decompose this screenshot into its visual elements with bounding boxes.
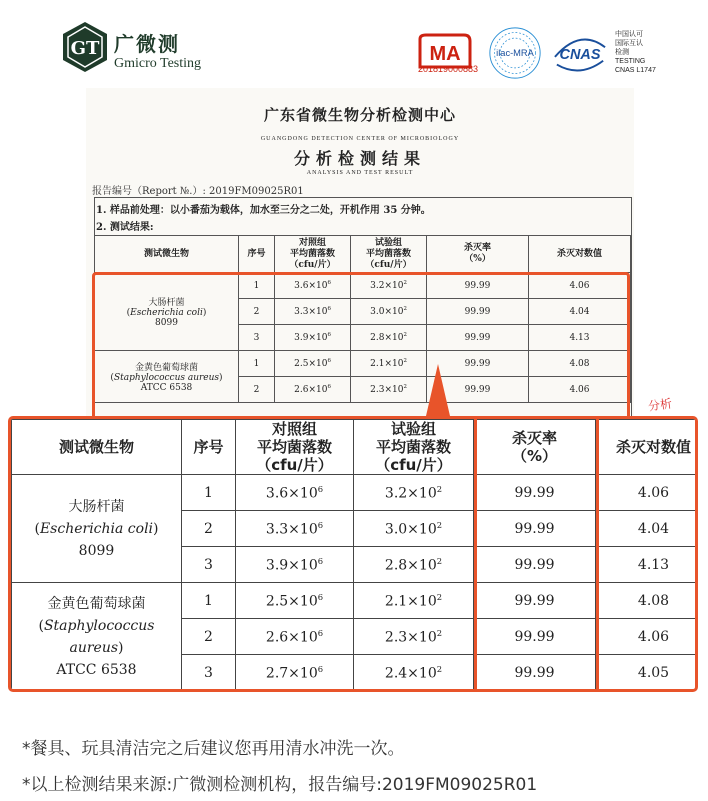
table-row: 3 $3.9\times 10^6$ $2.8\times 10^2$ 99.99 4.13 [95,325,631,351]
header-organism: 测试微生物 [12,420,182,475]
highlight-frame-small [92,272,630,426]
organism-cell: 金黄色葡萄球菌 (Staphylococcus aureus) ATCC 6538 [12,583,182,691]
brand-name-cn: 广微测 [114,32,180,56]
table-row: 大肠杆菌 (Escherichia coli) 8099 1 $3.6\times 10^6$ $3.2\times 10^2$ 99.99 4.06 [12,475,699,511]
ilac-mra-icon [486,26,544,80]
zoomed-results-panel [8,416,698,692]
svg-text:GT: GT [70,38,100,59]
organism-cell: 金黄色葡萄球菌 (Staphylococcus aureus) ATCC 6538 [95,351,239,403]
zoomed-results-table [11,419,698,691]
table-row: 2 $3.3\times 10^6$ $3.0\times 10^2$ 99.99 4.04 [95,299,631,325]
highlight-column-divider [474,419,477,689]
gt-logo-icon [60,20,110,74]
red-stamp-mark: 分析 [647,396,673,414]
pretreatment-note: 1. 样品前处理：以小番茄为载体，加水至三分之二处，开机作用 35 分钟。 [96,205,431,216]
cnas-side-text: 中国认可 国际互认 检测 TESTING CNAS L1747 [615,31,656,74]
table-row: 金黄色葡萄球菌 (Staphylococcus aureus) ATCC 6538 1 $2.5\times 10^6$ $2.1\times 10^2$ 99.99 4.08 [95,351,631,377]
source-note: *以上检测结果来源:广微测检测机构，报告编号:2019FM09025R01 [22,775,538,795]
header-test: 试验组 平均菌落数 （cfu/片） [351,236,427,273]
header-log-kill: 杀灭对数值 [529,236,631,273]
cma-number: 201819000883 [418,64,479,74]
org-name-cn: 广东省微生物分析检测中心 [263,106,456,124]
table-row: 大肠杆菌 (Escherichia coli) 8099 1 $3.6\times 10^6$ $3.2\times 10^2$ 99.99 4.06 [95,273,631,299]
table-row: 3 $3.9\times 10^6$ $2.8\times 10^2$ 99.99 4.13 [12,547,699,583]
table-row: 2 $2.6\times 10^6$ $2.3\times 10^2$ 99.99 4.06 [95,377,631,403]
header-seq: 序号 [182,420,236,475]
cnas-certification-icon [548,26,612,80]
table-row: 2 $3.3\times 10^6$ $3.0\times 10^2$ 99.99 4.04 [12,511,699,547]
organism-cell: 大肠杆菌 (Escherichia coli) 8099 [12,475,182,583]
report-title-en: ANALYSIS AND TEST RESULT [306,170,414,176]
header-kill-rate: 杀灭率 （%） [474,420,596,475]
org-name-en: GUANGDONG DETECTION CENTER OF MICROBIOLOGY [260,136,460,142]
report-title-cn: 分析检测结果 [293,149,426,168]
rinse-note: *餐具、玩具清洁完之后建议您再用清水冲洗一次。 [22,739,405,759]
header-control: 对照组 平均菌落数 （cfu/片） [275,236,351,273]
svg-text:MA: MA [429,43,461,65]
organism-cell: 大肠杆菌 (Escherichia coli) 8099 [95,273,239,351]
svg-text:CNAS: CNAS [559,46,601,63]
brand-logo [60,20,240,80]
table-row: 金黄色葡萄球菌 (Staphylococcus aureus) ATCC 6538 1 $2.5\times 10^6$ $2.1\times 10^2$ 99.99 4.08 [12,583,699,619]
header-seq: 序号 [239,236,275,273]
header-log-kill: 杀灭对数值 [596,420,699,475]
highlight-column-divider [596,419,599,689]
svg-text:ilac-MRA: ilac-MRA [496,47,534,58]
header-test: 试验组 平均菌落数 （cfu/片） [354,420,474,475]
callout-pointer [426,364,450,416]
header-kill-rate: 杀灭率 （%） [427,236,529,273]
report-number: 报告编号（Report №.）: 2019FM09025R01 [92,186,304,197]
table-header-row [95,236,631,273]
table-row: 3 $2.7\times 10^6$ $2.4\times 10^2$ 99.99 4.05 [12,655,699,691]
table-row: 2 $2.6\times 10^6$ $2.3\times 10^2$ 99.99 4.06 [12,619,699,655]
brand-name-en: Gmicro Testing [114,56,202,71]
results-heading: 2. 测试结果: [96,222,154,233]
header-organism: 测试微生物 [95,236,239,273]
header-control: 对照组 平均菌落数 （cfu/片） [236,420,354,475]
